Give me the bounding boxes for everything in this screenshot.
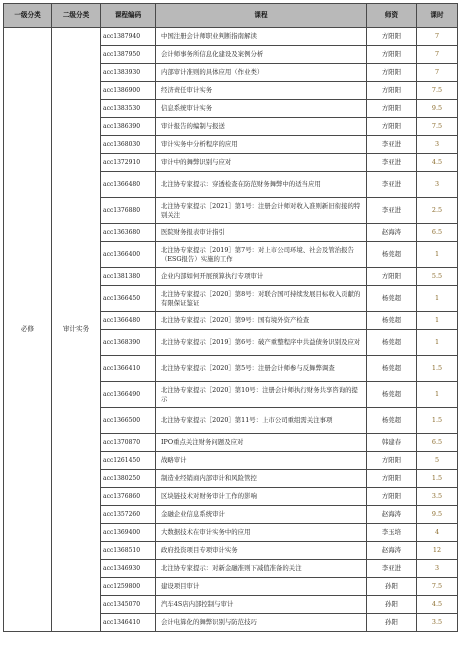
course-hours: 1 <box>417 382 458 408</box>
course-hours: 5 <box>417 452 458 470</box>
teacher-name: 杨莞超 <box>367 382 417 408</box>
teacher-name: 孙阳 <box>367 614 417 632</box>
course-code: acc1387950 <box>101 46 156 64</box>
course-code: acc1366400 <box>101 242 156 268</box>
course-hours: 7 <box>417 28 458 46</box>
teacher-name: 方阳阳 <box>367 46 417 64</box>
teacher-name: 杨莞超 <box>367 330 417 356</box>
course-code: acc1357260 <box>101 506 156 524</box>
course-code: acc1376860 <box>101 488 156 506</box>
course-code: acc1366490 <box>101 382 156 408</box>
teacher-name: 李亚进 <box>367 136 417 154</box>
teacher-name: 孙阳 <box>367 596 417 614</box>
teacher-name: 赵海涛 <box>367 224 417 242</box>
teacher-name: 方阳阳 <box>367 28 417 46</box>
course-name: 政府投资项目专项审计实务 <box>156 542 367 560</box>
course-hours: 1.5 <box>417 408 458 434</box>
course-name: 医院财务报表审计指引 <box>156 224 367 242</box>
header-course: 课程 <box>156 4 367 28</box>
course-hours: 1 <box>417 286 458 312</box>
teacher-name: 李亚进 <box>367 198 417 224</box>
course-hours: 1.5 <box>417 470 458 488</box>
course-code: acc1345070 <box>101 596 156 614</box>
course-hours: 6.5 <box>417 224 458 242</box>
course-code: acc1366410 <box>101 356 156 382</box>
course-name: 北注协专家提示：穿透检查在防范财务舞弊中的适当应用 <box>156 172 367 198</box>
course-hours: 3 <box>417 136 458 154</box>
teacher-name: 韩建春 <box>367 434 417 452</box>
course-hours: 3 <box>417 172 458 198</box>
course-name: IPO重点关注财务问题及应对 <box>156 434 367 452</box>
course-code: acc1383930 <box>101 64 156 82</box>
course-name: 北注协专家提示［2019］第6号：破产重整程序中共益债务识别及应对 <box>156 330 367 356</box>
course-hours: 9.5 <box>417 506 458 524</box>
teacher-name: 赵海涛 <box>367 542 417 560</box>
header-level1: 一级分类 <box>4 4 52 28</box>
course-name: 审计实务中分析程序的应用 <box>156 136 367 154</box>
course-hours: 2.5 <box>417 198 458 224</box>
course-code: acc1368510 <box>101 542 156 560</box>
header-code: 课程编码 <box>101 4 156 28</box>
course-hours: 9.5 <box>417 100 458 118</box>
course-name: 大数据技术在审计实务中的应用 <box>156 524 367 542</box>
course-code: acc1259800 <box>101 578 156 596</box>
course-hours: 7.5 <box>417 118 458 136</box>
course-code: acc1381380 <box>101 268 156 286</box>
course-code: acc1386390 <box>101 118 156 136</box>
course-hours: 7 <box>417 64 458 82</box>
teacher-name: 方阳阳 <box>367 82 417 100</box>
teacher-name: 杨莞超 <box>367 356 417 382</box>
course-code: acc1346410 <box>101 614 156 632</box>
course-name: 北注协专家提示［2020］第9号：国有境外资产检查 <box>156 312 367 330</box>
header-hours: 课时 <box>417 4 458 28</box>
course-hours: 3 <box>417 560 458 578</box>
course-code: acc1387940 <box>101 28 156 46</box>
teacher-name: 方阳阳 <box>367 452 417 470</box>
course-code: acc1370870 <box>101 434 156 452</box>
teacher-name: 李亚进 <box>367 560 417 578</box>
course-name: 汽车4S店内部控制与审计 <box>156 596 367 614</box>
teacher-name: 方阳阳 <box>367 488 417 506</box>
course-code: acc1366500 <box>101 408 156 434</box>
course-hours: 7.5 <box>417 578 458 596</box>
course-code: acc1346930 <box>101 560 156 578</box>
course-hours: 12 <box>417 542 458 560</box>
course-hours: 1.5 <box>417 356 458 382</box>
course-name: 北注协专家提示［2020］第11号：上市公司重组需关注事项 <box>156 408 367 434</box>
course-name: 制造业经销商内部审计和风险管控 <box>156 470 367 488</box>
teacher-name: 杨莞超 <box>367 312 417 330</box>
course-name: 北注协专家提示［2019］第7号：对上市公司环境、社会及管治报告（ESG报告）实施的工作 <box>156 242 367 268</box>
course-code: acc1261450 <box>101 452 156 470</box>
course-code: acc1376880 <box>101 198 156 224</box>
course-code: acc1383530 <box>101 100 156 118</box>
course-name: 经济责任审计实务 <box>156 82 367 100</box>
teacher-name: 方阳阳 <box>367 268 417 286</box>
teacher-name: 方阳阳 <box>367 100 417 118</box>
teacher-name: 方阳阳 <box>367 118 417 136</box>
course-code: acc1369400 <box>101 524 156 542</box>
course-name: 北注协专家提示［2020］第8号：对联合国可持续发展目标收入贡献的有限保证鉴证 <box>156 286 367 312</box>
teacher-name: 孙阳 <box>367 578 417 596</box>
course-code: acc1366450 <box>101 286 156 312</box>
course-name: 战略审计 <box>156 452 367 470</box>
course-name: 北注协专家提示［2020］第5号：注册会计师参与反舞弊调查 <box>156 356 367 382</box>
course-name: 区块链技术对财务审计工作的影响 <box>156 488 367 506</box>
teacher-name: 杨莞超 <box>367 286 417 312</box>
header-level2: 二级分类 <box>52 4 101 28</box>
course-name: 审计中的舞弊识别与应对 <box>156 154 367 172</box>
course-hours: 3.5 <box>417 614 458 632</box>
course-hours: 7.5 <box>417 82 458 100</box>
course-hours: 1 <box>417 312 458 330</box>
teacher-name: 方阳阳 <box>367 470 417 488</box>
course-code: acc1366480 <box>101 172 156 198</box>
table-body <box>4 28 458 632</box>
course-table-wrapper <box>3 3 457 632</box>
teacher-name: 赵海涛 <box>367 506 417 524</box>
course-hours: 1 <box>417 330 458 356</box>
course-name: 北注协专家提示［2020］第10号：注册会计师执行财务共享咨询的提示 <box>156 382 367 408</box>
course-name: 内部审计准则的具体应用（作业类） <box>156 64 367 82</box>
course-table <box>3 3 458 632</box>
teacher-name: 杨莞超 <box>367 408 417 434</box>
teacher-name: 方阳阳 <box>367 64 417 82</box>
course-hours: 7 <box>417 46 458 64</box>
course-code: acc1363680 <box>101 224 156 242</box>
teacher-name: 李亚进 <box>367 154 417 172</box>
course-hours: 4 <box>417 524 458 542</box>
course-code: acc1380250 <box>101 470 156 488</box>
course-hours: 6.5 <box>417 434 458 452</box>
course-name: 北注协专家提示［2021］第1号：注册会计师对收入准则新旧衔接的特别关注 <box>156 198 367 224</box>
course-name: 信息系统审计实务 <box>156 100 367 118</box>
course-name: 金融企业信息系统审计 <box>156 506 367 524</box>
course-name: 会计师事务所信息化建设及案例分析 <box>156 46 367 64</box>
course-name: 建设项目审计 <box>156 578 367 596</box>
course-name: 北注协专家提示：对新金融准则下减值准备的关注 <box>156 560 367 578</box>
course-code: acc1368030 <box>101 136 156 154</box>
course-name: 会计电算化的舞弊识别与防范技巧 <box>156 614 367 632</box>
course-name: 企业内部如何开展预算执行专项审计 <box>156 268 367 286</box>
course-hours: 4.5 <box>417 154 458 172</box>
header-row <box>4 4 458 28</box>
course-hours: 1 <box>417 242 458 268</box>
teacher-name: 李玉培 <box>367 524 417 542</box>
teacher-name: 杨莞超 <box>367 242 417 268</box>
course-hours: 4.5 <box>417 596 458 614</box>
course-name: 中国注册会计师职业判断指南解读 <box>156 28 367 46</box>
category-level1: 必修 <box>4 28 52 632</box>
teacher-name: 李亚进 <box>367 172 417 198</box>
course-code: acc1372910 <box>101 154 156 172</box>
course-code: acc1386900 <box>101 82 156 100</box>
course-code: acc1368390 <box>101 330 156 356</box>
table-row <box>4 28 458 46</box>
course-code: acc1366480 <box>101 312 156 330</box>
course-hours: 3.5 <box>417 488 458 506</box>
category-level2: 审计实务 <box>52 28 101 632</box>
course-hours: 5.5 <box>417 268 458 286</box>
header-teacher: 师资 <box>367 4 417 28</box>
course-name: 审计报告的编制与报送 <box>156 118 367 136</box>
